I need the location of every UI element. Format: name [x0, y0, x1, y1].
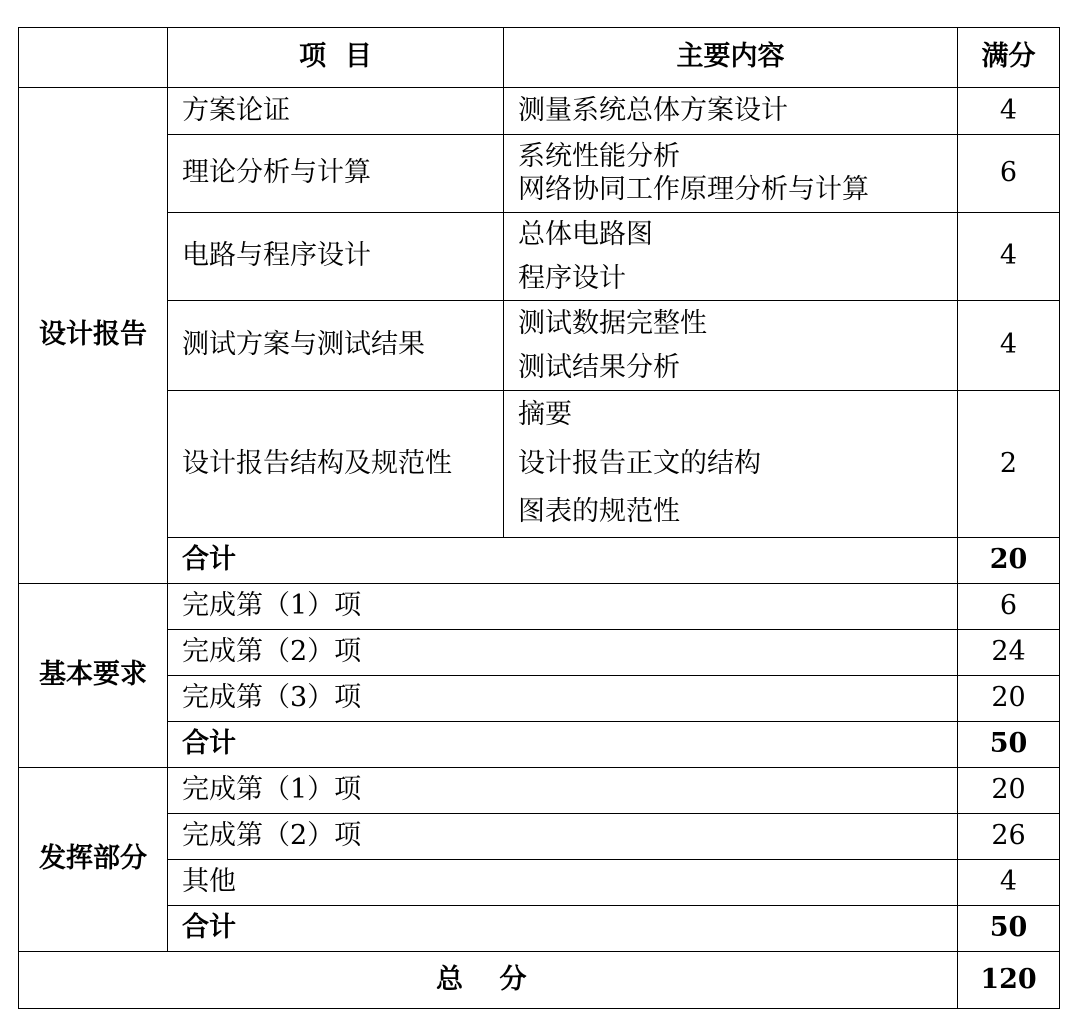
content-line: 系统性能分析	[518, 141, 680, 173]
content-line: 摘要	[518, 399, 572, 430]
row-score: 24	[958, 629, 1060, 675]
table-row	[19, 583, 1060, 629]
content-line: 测试数据完整性	[518, 308, 707, 340]
row-item: 完成第（1）项	[168, 583, 958, 629]
category-advanced: 发挥部分	[19, 767, 168, 951]
row-item: 完成第（3）项	[168, 675, 958, 721]
content-line: 总体电路图	[518, 219, 653, 251]
content-line: 网络协同工作原理分析与计算	[518, 173, 869, 205]
content-line: 程序设计	[518, 262, 626, 294]
table-row	[19, 213, 1060, 301]
category-basic: 基本要求	[19, 583, 168, 767]
row-score: 26	[958, 813, 1060, 859]
row-item: 完成第（2）项	[168, 629, 958, 675]
table-row	[19, 301, 1060, 391]
row-content	[504, 88, 958, 135]
subtotal-label: 合计	[168, 905, 958, 951]
header-row	[19, 28, 1060, 88]
row-content	[504, 135, 958, 213]
row-item: 完成第（1）项	[168, 767, 958, 813]
content-line: 测试结果分析	[518, 351, 680, 383]
row-score: 4	[958, 859, 1060, 905]
table-row	[19, 813, 1060, 859]
total-row	[19, 951, 1060, 1008]
table-row	[19, 675, 1060, 721]
row-item: 完成第（2）项	[168, 813, 958, 859]
table-row	[19, 767, 1060, 813]
total-score: 120	[958, 951, 1060, 1008]
row-item: 其他	[168, 859, 958, 905]
row-score: 6	[958, 135, 1060, 213]
content-line: 测量系统总体方案设计	[518, 94, 788, 126]
row-content	[504, 391, 958, 538]
header-item: 项 目	[168, 28, 504, 88]
row-score: 20	[958, 675, 1060, 721]
subtotal-label: 合计	[168, 537, 958, 583]
header-score: 满分	[958, 28, 1060, 88]
row-score: 4	[958, 301, 1060, 391]
row-item: 测试方案与测试结果	[168, 301, 504, 391]
table-row	[19, 859, 1060, 905]
row-score: 4	[958, 88, 1060, 135]
row-score: 4	[958, 213, 1060, 301]
subtotal-row	[19, 905, 1060, 951]
category-design-report: 设计报告	[19, 88, 168, 584]
subtotal-score: 50	[958, 905, 1060, 951]
row-item: 电路与程序设计	[168, 213, 504, 301]
content-line: 图表的规范性	[518, 496, 680, 528]
row-content	[504, 213, 958, 301]
row-score: 6	[958, 583, 1060, 629]
subtotal-score: 20	[958, 537, 1060, 583]
row-item: 设计报告结构及规范性	[168, 391, 504, 538]
content-line: 设计报告正文的结构	[518, 447, 761, 479]
table-row	[19, 88, 1060, 135]
subtotal-score: 50	[958, 721, 1060, 767]
total-label: 总 分	[19, 951, 958, 1008]
table-row	[19, 629, 1060, 675]
subtotal-label: 合计	[168, 721, 958, 767]
row-item: 方案论证	[168, 88, 504, 135]
row-item: 理论分析与计算	[168, 135, 504, 213]
header-blank	[19, 28, 168, 88]
header-content: 主要内容	[504, 28, 958, 88]
subtotal-row	[19, 721, 1060, 767]
subtotal-row	[19, 537, 1060, 583]
table-row	[19, 135, 1060, 213]
scoring-table	[18, 27, 1060, 1009]
row-score: 2	[958, 391, 1060, 538]
row-score: 20	[958, 767, 1060, 813]
table-row	[19, 391, 1060, 538]
row-content	[504, 301, 958, 391]
